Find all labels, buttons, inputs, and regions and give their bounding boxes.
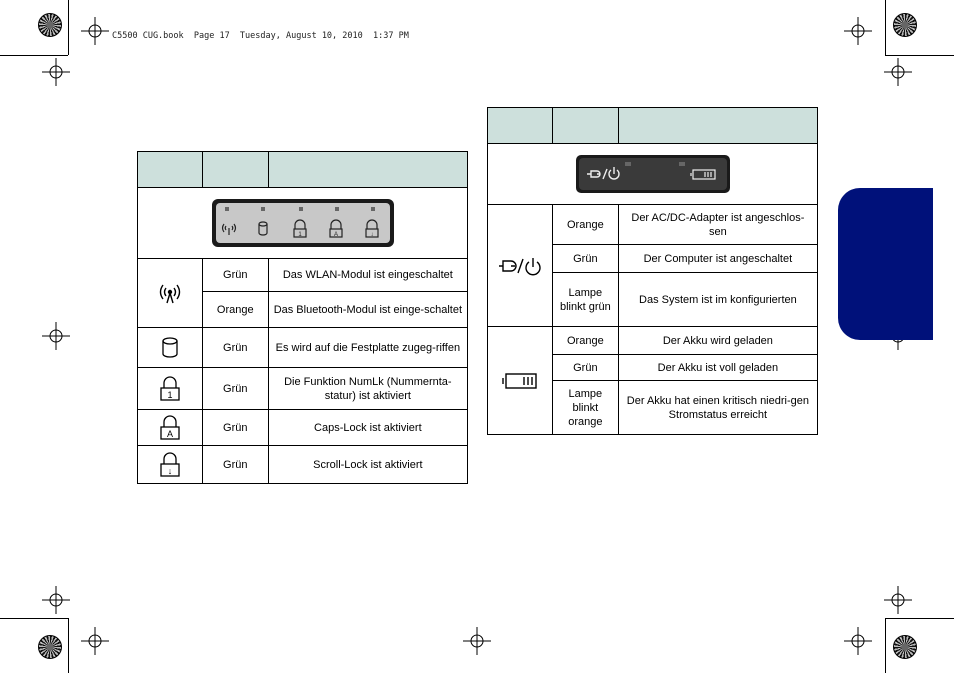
chapter-side-tab xyxy=(838,188,933,340)
led-description: Der Akku ist voll geladen xyxy=(618,355,817,381)
svg-text:1: 1 xyxy=(167,389,173,400)
header-cell-description xyxy=(268,152,467,188)
table-row xyxy=(138,446,468,484)
corner-disc-bottom-left xyxy=(38,635,62,659)
capslock-icon-cell xyxy=(138,410,203,446)
svg-text:1: 1 xyxy=(297,232,302,238)
table-row xyxy=(138,368,468,410)
battery-icon-cell xyxy=(488,327,553,435)
hdd-icon-cell xyxy=(138,328,203,368)
svg-text:↓: ↓ xyxy=(167,465,173,476)
svg-text:A: A xyxy=(166,428,173,439)
led-color: Grün xyxy=(202,446,268,484)
led-description: Scroll-Lock ist aktiviert xyxy=(268,446,467,484)
ac-power-icon-cell xyxy=(488,205,553,327)
power-led-panel xyxy=(575,154,731,194)
table-header-row xyxy=(488,108,818,144)
led-color: Orange xyxy=(552,327,618,355)
led-color: Grün xyxy=(552,355,618,381)
table-header-row xyxy=(138,152,468,188)
svg-text:A: A xyxy=(333,232,338,238)
led-color: Orange xyxy=(202,292,268,328)
wlan-icon-cell xyxy=(138,259,203,328)
led-color: Grün xyxy=(552,245,618,273)
led-table-right xyxy=(487,107,818,435)
led-description: Die Funktion NumLk (Nummernta-statur) ist aktiviert xyxy=(268,368,467,410)
scrolllock-icon xyxy=(159,452,181,478)
led-description: Das Bluetooth-Modul ist einge-schaltet xyxy=(268,292,467,328)
led-panel-cell xyxy=(138,188,468,259)
led-description: Es wird auf die Festplatte zugeg-riffen xyxy=(268,328,467,368)
led-indicator-panel xyxy=(211,198,395,248)
header-cell-icon xyxy=(488,108,553,144)
corner-disc-top-right xyxy=(893,13,917,37)
corner-disc-bottom-right xyxy=(893,635,917,659)
led-color: Grün xyxy=(202,410,268,446)
led-panel-cell xyxy=(488,144,818,205)
led-description: Der Akku hat einen kritisch niedri-gen Stromstatus erreicht xyxy=(618,381,817,435)
led-description: Caps-Lock ist aktiviert xyxy=(268,410,467,446)
led-color: Lampe blinkt grün xyxy=(552,273,618,327)
led-table-left xyxy=(137,151,468,484)
led-description: Der AC/DC-Adapter ist angeschlos-sen xyxy=(618,205,817,245)
header-cell-color xyxy=(552,108,618,144)
led-color: Grün xyxy=(202,259,268,292)
header-cell-description xyxy=(618,108,817,144)
table-row xyxy=(488,327,818,355)
table-row xyxy=(488,205,818,245)
scrolllock-icon-cell xyxy=(138,446,203,484)
led-description: Das System ist im konfigurierten xyxy=(618,273,817,327)
led-description: Das WLAN-Modul ist eingeschaltet xyxy=(268,259,467,292)
corner-disc-top-left xyxy=(38,13,62,37)
print-header: C5500 CUG.book Page 17 Tuesday, August 10, 2010 1:37 PM xyxy=(112,31,409,41)
header-cell-icon xyxy=(138,152,203,188)
led-color: Lampe blinkt orange xyxy=(552,381,618,435)
led-color: Grün xyxy=(202,328,268,368)
table-row xyxy=(138,328,468,368)
table-row xyxy=(138,259,468,292)
numlock-icon xyxy=(159,376,181,402)
hdd-icon xyxy=(160,336,180,360)
led-color: Grün xyxy=(202,368,268,410)
wlan-icon xyxy=(157,281,183,305)
numlock-icon-cell xyxy=(138,368,203,410)
capslock-icon xyxy=(159,415,181,441)
table-row xyxy=(138,410,468,446)
ac-power-icon xyxy=(497,254,543,278)
header-cell-color xyxy=(202,152,268,188)
battery-icon xyxy=(502,371,538,391)
led-description: Der Akku wird geladen xyxy=(618,327,817,355)
led-color: Orange xyxy=(552,205,618,245)
led-description: Der Computer ist angeschaltet xyxy=(618,245,817,273)
svg-text:↓: ↓ xyxy=(370,232,373,238)
